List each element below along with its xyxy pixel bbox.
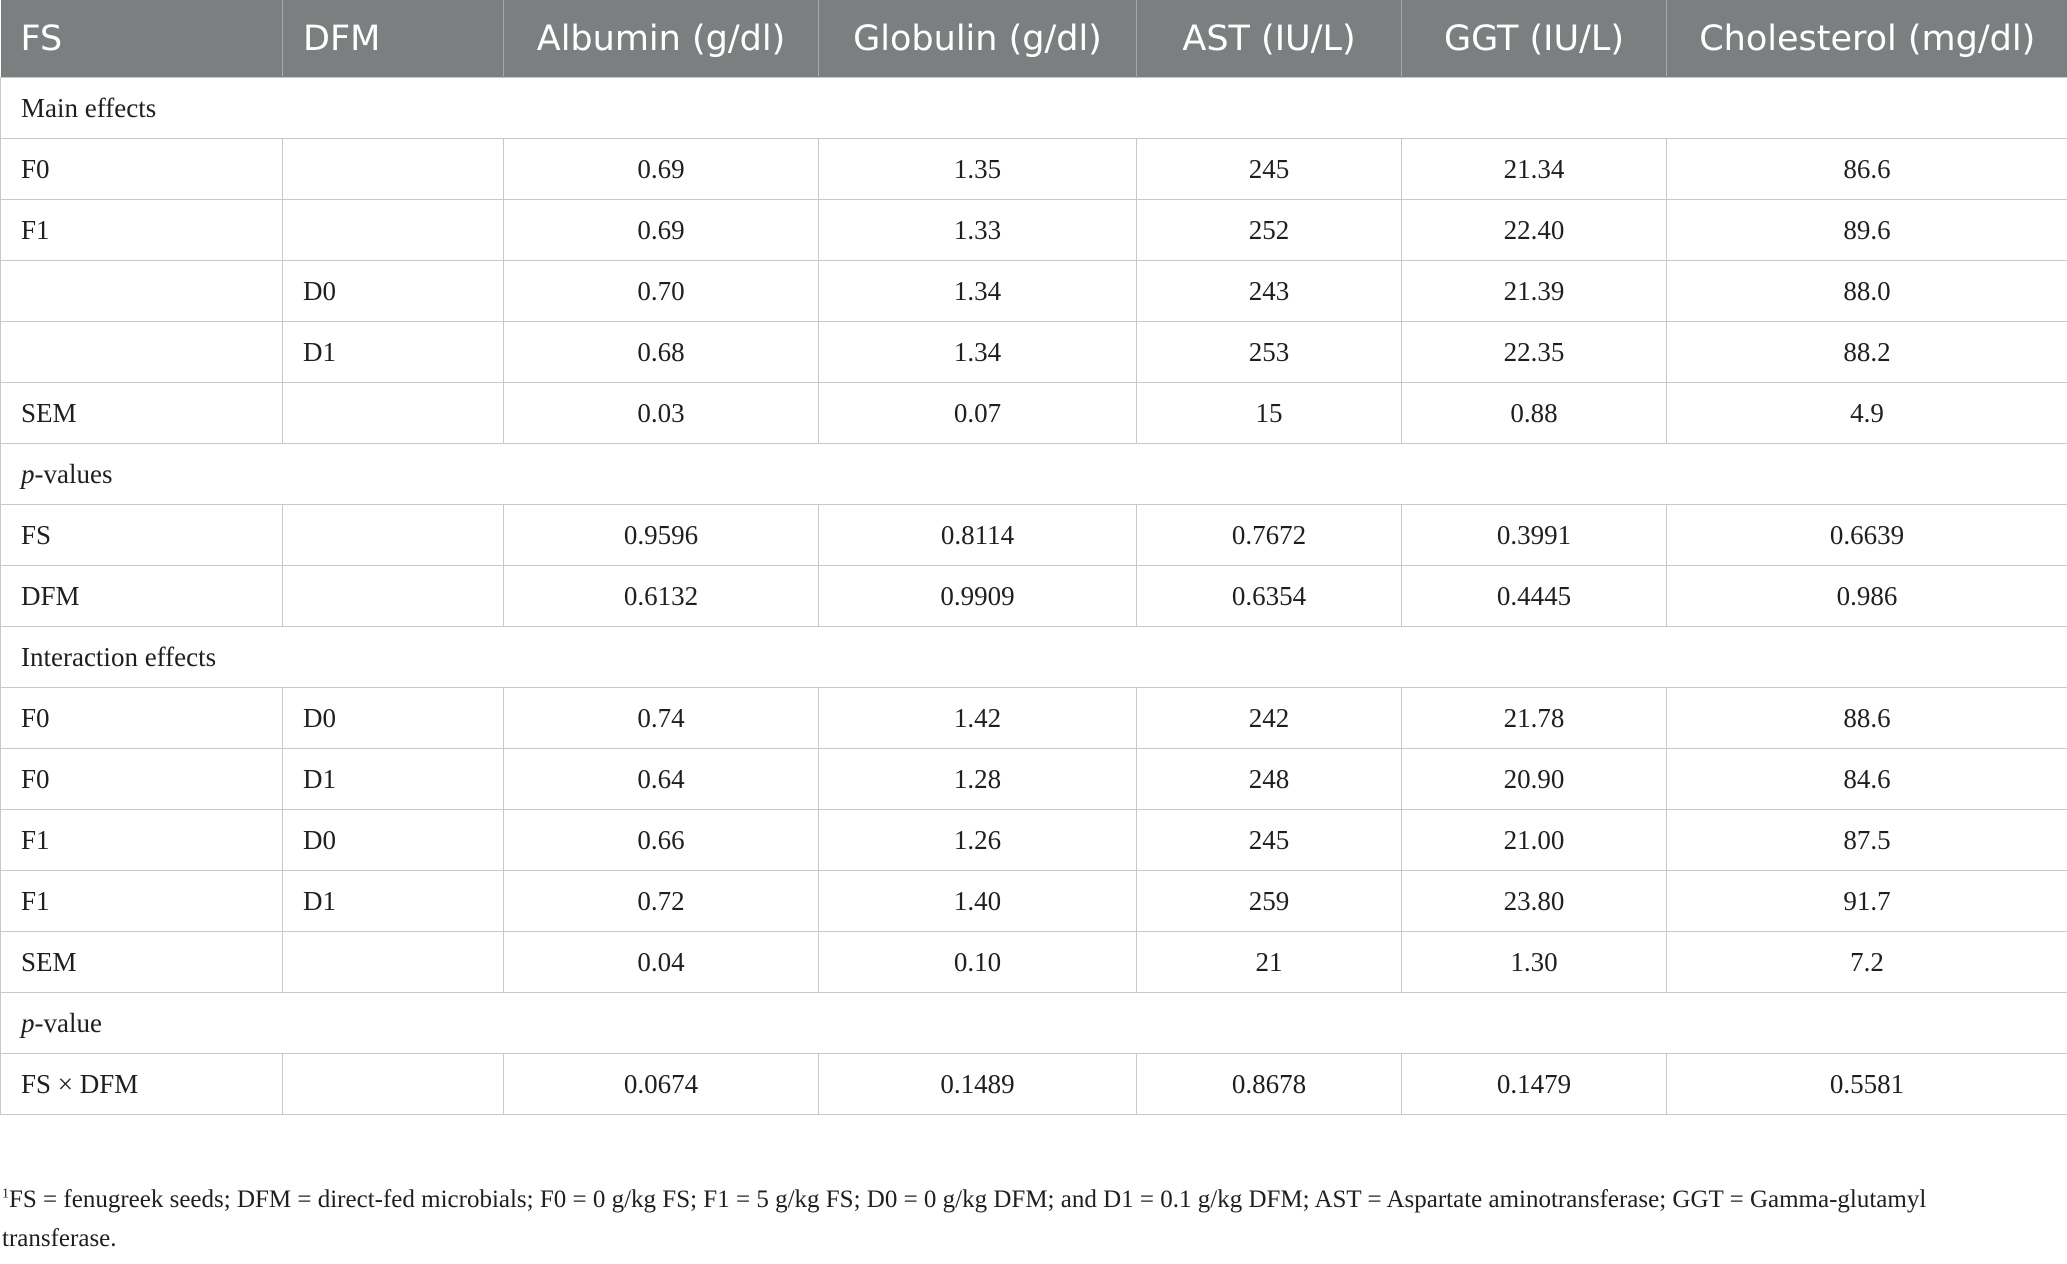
header-globulin: Globulin (g/dl) bbox=[819, 0, 1137, 78]
cell-ggt: 21.39 bbox=[1402, 261, 1667, 322]
cell-ast: 245 bbox=[1137, 810, 1402, 871]
cell-fs: FS bbox=[1, 505, 283, 566]
table-row bbox=[1, 1054, 2067, 1115]
table-row bbox=[1, 749, 2067, 810]
header-dfm: DFM bbox=[283, 0, 504, 78]
cell-globulin: 1.42 bbox=[819, 688, 1137, 749]
table-row bbox=[1, 139, 2067, 200]
cell-ast: 253 bbox=[1137, 322, 1402, 383]
cell-cholesterol: 0.5581 bbox=[1667, 1054, 2067, 1115]
cell-fs: F0 bbox=[1, 749, 283, 810]
section-label-italic-p: p bbox=[21, 1007, 35, 1038]
cell-globulin: 1.26 bbox=[819, 810, 1137, 871]
cell-albumin: 0.69 bbox=[504, 200, 819, 261]
cell-cholesterol: 91.7 bbox=[1667, 871, 2067, 932]
cell-dfm bbox=[283, 932, 504, 993]
cell-fs: F1 bbox=[1, 871, 283, 932]
section-label-italic-p: p bbox=[21, 458, 35, 489]
cell-cholesterol: 88.0 bbox=[1667, 261, 2067, 322]
footnote-marker: 1 bbox=[2, 1186, 9, 1202]
cell-cholesterol: 88.2 bbox=[1667, 322, 2067, 383]
cell-globulin: 1.34 bbox=[819, 261, 1137, 322]
cell-cholesterol: 0.6639 bbox=[1667, 505, 2067, 566]
cell-dfm bbox=[283, 566, 504, 627]
cell-albumin: 0.04 bbox=[504, 932, 819, 993]
cell-ggt: 22.40 bbox=[1402, 200, 1667, 261]
cell-dfm bbox=[283, 200, 504, 261]
cell-ast: 0.8678 bbox=[1137, 1054, 1402, 1115]
cell-albumin: 0.03 bbox=[504, 383, 819, 444]
section-row-interaction-effects bbox=[1, 627, 2067, 688]
section-label-main-effects: Main effects bbox=[1, 78, 2067, 139]
section-label-p-value bbox=[1, 993, 2067, 1054]
cell-dfm: D1 bbox=[283, 749, 504, 810]
footnote bbox=[2, 1180, 2032, 1258]
cell-albumin: 0.72 bbox=[504, 871, 819, 932]
cell-fs: F0 bbox=[1, 139, 283, 200]
header-cholesterol: Cholesterol (mg/dl) bbox=[1667, 0, 2067, 78]
cell-albumin: 0.0674 bbox=[504, 1054, 819, 1115]
table-row bbox=[1, 871, 2067, 932]
cell-globulin: 0.10 bbox=[819, 932, 1137, 993]
cell-cholesterol: 84.6 bbox=[1667, 749, 2067, 810]
cell-globulin: 1.34 bbox=[819, 322, 1137, 383]
cell-dfm: D1 bbox=[283, 322, 504, 383]
cell-fs: SEM bbox=[1, 932, 283, 993]
header-ast: AST (IU/L) bbox=[1137, 0, 1402, 78]
cell-fs: F0 bbox=[1, 688, 283, 749]
table-row bbox=[1, 932, 2067, 993]
cell-ast: 0.7672 bbox=[1137, 505, 1402, 566]
cell-fs: FS × DFM bbox=[1, 1054, 283, 1115]
cell-ast: 259 bbox=[1137, 871, 1402, 932]
cell-cholesterol: 87.5 bbox=[1667, 810, 2067, 871]
header-ggt: GGT (IU/L) bbox=[1402, 0, 1667, 78]
cell-ggt: 21.00 bbox=[1402, 810, 1667, 871]
cell-ggt: 21.78 bbox=[1402, 688, 1667, 749]
table-header-row bbox=[1, 0, 2067, 78]
cell-ast: 15 bbox=[1137, 383, 1402, 444]
cell-albumin: 0.9596 bbox=[504, 505, 819, 566]
cell-ggt: 23.80 bbox=[1402, 871, 1667, 932]
cell-fs: DFM bbox=[1, 566, 283, 627]
table-row bbox=[1, 505, 2067, 566]
cell-globulin: 1.35 bbox=[819, 139, 1137, 200]
section-label-p-values bbox=[1, 444, 2067, 505]
section-label-interaction-effects: Interaction effects bbox=[1, 627, 2067, 688]
table-row bbox=[1, 383, 2067, 444]
cell-ast: 248 bbox=[1137, 749, 1402, 810]
cell-cholesterol: 88.6 bbox=[1667, 688, 2067, 749]
cell-fs: F1 bbox=[1, 200, 283, 261]
cell-ggt: 21.34 bbox=[1402, 139, 1667, 200]
cell-fs bbox=[1, 261, 283, 322]
section-row-main-effects bbox=[1, 78, 2067, 139]
table-row bbox=[1, 261, 2067, 322]
section-row-p-value bbox=[1, 993, 2067, 1054]
footnote-text: FS = fenugreek seeds; DFM = direct-fed microbials; F0 = 0 g/kg FS; F1 = 5 g/kg FS; D0 = 0 g/kg DFM; and D1 = 0.1 g/kg DFM; AST = Aspartate aminotransferase; GGT = Gamma-glutamyl transferase. bbox=[2, 1186, 1927, 1252]
cell-ast: 245 bbox=[1137, 139, 1402, 200]
cell-globulin: 0.8114 bbox=[819, 505, 1137, 566]
cell-albumin: 0.74 bbox=[504, 688, 819, 749]
cell-dfm: D1 bbox=[283, 871, 504, 932]
cell-fs: F1 bbox=[1, 810, 283, 871]
cell-ggt: 22.35 bbox=[1402, 322, 1667, 383]
cell-dfm bbox=[283, 383, 504, 444]
cell-globulin: 0.07 bbox=[819, 383, 1137, 444]
cell-ggt: 0.1479 bbox=[1402, 1054, 1667, 1115]
section-label-suffix: -value bbox=[34, 1007, 102, 1038]
cell-cholesterol: 4.9 bbox=[1667, 383, 2067, 444]
table-row bbox=[1, 200, 2067, 261]
cell-cholesterol: 7.2 bbox=[1667, 932, 2067, 993]
section-label-suffix: -values bbox=[34, 458, 113, 489]
cell-globulin: 1.33 bbox=[819, 200, 1137, 261]
cell-ast: 243 bbox=[1137, 261, 1402, 322]
cell-albumin: 0.64 bbox=[504, 749, 819, 810]
cell-ggt: 0.3991 bbox=[1402, 505, 1667, 566]
cell-albumin: 0.69 bbox=[504, 139, 819, 200]
cell-dfm: D0 bbox=[283, 810, 504, 871]
header-albumin: Albumin (g/dl) bbox=[504, 0, 819, 78]
cell-fs: SEM bbox=[1, 383, 283, 444]
cell-cholesterol: 0.986 bbox=[1667, 566, 2067, 627]
cell-globulin: 0.1489 bbox=[819, 1054, 1137, 1115]
table-row bbox=[1, 566, 2067, 627]
cell-ast: 242 bbox=[1137, 688, 1402, 749]
cell-ast: 0.6354 bbox=[1137, 566, 1402, 627]
cell-albumin: 0.70 bbox=[504, 261, 819, 322]
cell-ggt: 20.90 bbox=[1402, 749, 1667, 810]
section-row-p-values bbox=[1, 444, 2067, 505]
cell-globulin: 0.9909 bbox=[819, 566, 1137, 627]
cell-albumin: 0.66 bbox=[504, 810, 819, 871]
cell-albumin: 0.68 bbox=[504, 322, 819, 383]
cell-dfm bbox=[283, 1054, 504, 1115]
table-row bbox=[1, 688, 2067, 749]
cell-dfm bbox=[283, 505, 504, 566]
cell-dfm: D0 bbox=[283, 688, 504, 749]
cell-globulin: 1.28 bbox=[819, 749, 1137, 810]
cell-cholesterol: 86.6 bbox=[1667, 139, 2067, 200]
cell-fs bbox=[1, 322, 283, 383]
table-row bbox=[1, 322, 2067, 383]
cell-ggt: 0.4445 bbox=[1402, 566, 1667, 627]
cell-dfm: D0 bbox=[283, 261, 504, 322]
cell-ggt: 1.30 bbox=[1402, 932, 1667, 993]
cell-ast: 21 bbox=[1137, 932, 1402, 993]
table-row bbox=[1, 810, 2067, 871]
cell-cholesterol: 89.6 bbox=[1667, 200, 2067, 261]
cell-ggt: 0.88 bbox=[1402, 383, 1667, 444]
header-fs: FS bbox=[1, 0, 283, 78]
cell-ast: 252 bbox=[1137, 200, 1402, 261]
cell-dfm bbox=[283, 139, 504, 200]
cell-albumin: 0.6132 bbox=[504, 566, 819, 627]
cell-globulin: 1.40 bbox=[819, 871, 1137, 932]
